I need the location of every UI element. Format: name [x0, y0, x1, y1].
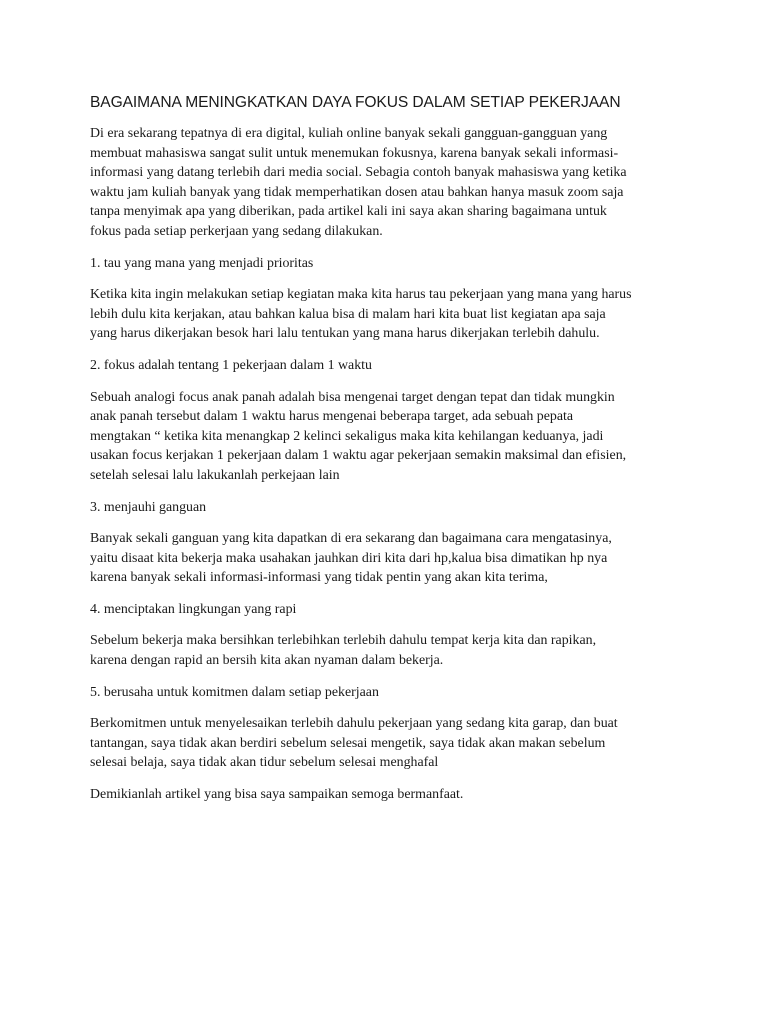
intro-line: Di era sekarang tepatnya di era digital, kuliah online banyak sekali gangguan-gangguan yang	[90, 126, 608, 141]
section-heading-5: 5. berusaha untuk komitmen dalam setiap pekerjaan	[90, 684, 379, 700]
intro-line: fokus pada setiap perkerjaan yang sedang dilakukan.	[90, 223, 383, 239]
intro-line: membuat mahasiswa sangat sulit untuk menemukan fokusnya, karena banyak sekali informasi-	[90, 145, 619, 161]
section-heading-2: 2. fokus adalah tentang 1 pekerjaan dalam 1 waktu	[90, 357, 372, 373]
paragraph-line: karena banyak sekali informasi-informasi yang tidak pentin yang akan kita terima,	[90, 570, 548, 586]
paragraph-line: tantangan, saya tidak akan berdiri sebelum selesai mengetik, saya tidak akan makan sebelum	[90, 735, 606, 751]
paragraph-line: mengtakan “ ketika kita menangkap 2 kelinci sekaligus maka kita kehilangan keduanya, jadi	[90, 428, 604, 444]
closing-paragraph	[90, 785, 690, 805]
section-heading-3: 3. menjauhi ganguan	[90, 499, 207, 515]
intro-line: informasi yang datang terlebih dari media social. Sebagia contoh banyak mahasiswa yang ketika	[90, 165, 627, 181]
section-heading-4: 4. menciptakan lingkungan yang rapi	[90, 601, 297, 617]
section-heading-1: 1. tau yang mana yang menjadi prioritas	[90, 255, 314, 271]
closing-line: Demikianlah artikel yang bisa saya sampaikan semoga bermanfaat.	[90, 787, 464, 803]
paragraph-line: lebih dulu kita kerjakan, atau bahkan kalua bisa di malam hari kita buat list kegiatan apa saja	[90, 306, 606, 322]
paragraph-line: karena dengan rapid an bersih kita akan nyaman dalam bekerja.	[90, 653, 444, 669]
paragraph-line: anak panah tersebut dalam 1 waktu harus mengenai beberapa target, ada sebuah pepata	[90, 409, 574, 425]
paragraph-line: Banyak sekali ganguan yang kita dapatkan di era sekarang dan bagaimana cara mengatasinya,	[90, 531, 612, 547]
section-paragraph-1	[90, 285, 690, 344]
paragraph-line: Ketika kita ingin melakukan setiap kegiatan maka kita harus tau pekerjaan yang mana yang harus	[90, 287, 632, 303]
intro-line: tanpa menyimak apa yang diberikan, pada artikel kali ini saya akan sharing bagaimana untuk	[90, 204, 607, 220]
section-paragraph-2	[90, 388, 690, 486]
document-body	[90, 92, 690, 817]
intro-line: waktu jam kuliah banyak yang tidak memperhatikan dosen atau bahkan hanya masuk zoom saja	[90, 184, 624, 200]
paragraph-line: yang harus dikerjakan besok hari lalu tentukan yang mana harus dikerjakan terlebih dahulu.	[90, 326, 600, 342]
paragraph-line: usakan focus kerjakan 1 pekerjaan dalam 1 waktu agar pekerjaan semakin maksimal dan efisien,	[90, 448, 627, 464]
paragraph-line: setelah selesai lalu lakukanlah perkejaan lain	[90, 467, 340, 483]
paragraph-line: Sebuah analogi focus anak panah adalah bisa mengenai target dengan tepat dan tidak mungkin	[90, 389, 615, 405]
paragraph-line: Sebelum bekerja maka bersihkan terlebihkan terlebih dahulu tempat kerja kita dan rapikan,	[90, 633, 597, 649]
intro-paragraph	[90, 124, 690, 242]
document-title: BAGAIMANA MENINGKATKAN DAYA FOKUS DALAM SETIAP PEKERJAAN	[90, 94, 621, 111]
paragraph-line: Berkomitmen untuk menyelesaikan terlebih dahulu pekerjaan yang sedang kita garap, dan buat	[90, 716, 618, 732]
section-paragraph-3	[90, 529, 690, 588]
section-paragraph-4	[90, 631, 690, 670]
paragraph-line: yaitu disaat kita bekerja maka usahakan jauhkan diri kita dari hp,kalua bisa dimatikan hp nya	[90, 550, 608, 566]
paragraph-line: selesai belaja, saya tidak akan tidur sebelum selesai menghafal	[90, 755, 439, 771]
section-paragraph-5	[90, 714, 690, 773]
